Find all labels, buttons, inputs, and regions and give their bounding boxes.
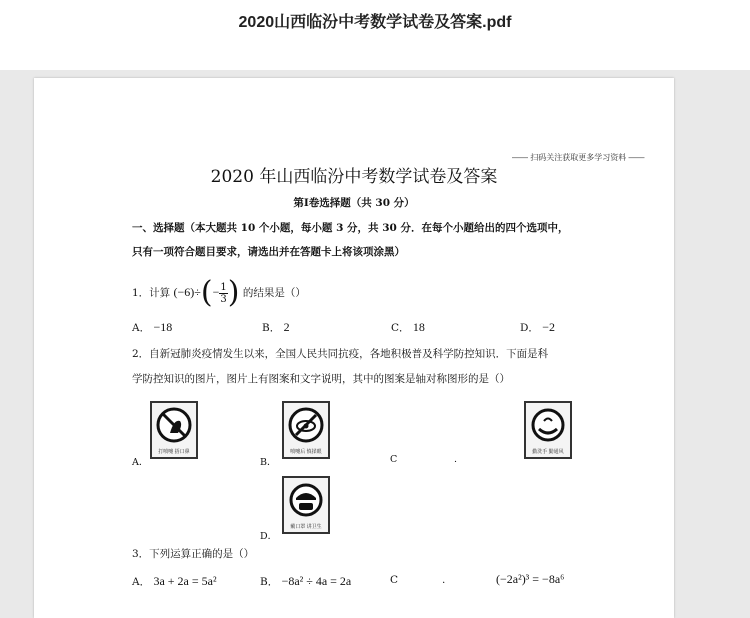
q3-stem: 3．下列运算正确的是（） [132,548,255,560]
q1-right-paren: ) [227,275,240,310]
q2-caption-a: 打喷嚏 捂口鼻 [158,449,190,455]
q2-label-d: D． [260,531,278,542]
hand-wash-icon [530,407,566,443]
q1-option-d: D． −2 [520,320,556,334]
no-eye-rub-icon [288,407,324,443]
q2-stem-line1: 2．自新冠肺炎疫情发生以来，全国人民共同抗疫，各地积极普及科学防控知识．下面是科 [132,348,549,360]
q3-option-d-expression: (−2a²)³ = −8a⁶ [496,572,565,586]
exam-subtitle: 第Ⅰ卷选择题（共 30 分） [293,197,415,209]
q2-caption-c: 勤洗手 勤通风 [532,449,564,455]
document-title: 2020山西临汾中考数学试卷及答案.pdf [238,14,512,31]
q1-expression-left: (−6)÷ [173,285,201,299]
face-mask-icon [288,482,324,518]
q3-option-a: A． 3a + 2a = 5a² [132,574,217,588]
q2-image-d [282,476,330,534]
q1-option-b: B． 2 [262,320,290,334]
q3-option-c-dot: . [442,574,446,586]
q1-numerator: 1 [220,281,227,293]
pdf-page [34,78,674,618]
q1-denominator: 3 [220,293,227,305]
q1-left-paren: ( [200,275,213,310]
section-instructions-line2: 只有一项符合题目要求，请选出并在答题卡上将该项涂黑） [132,246,405,258]
q1-suffix: 的结果是（） [242,287,306,299]
exam-title: 2020 年山西临汾中考数学试卷及答案 [210,167,498,187]
q2-label-c: C [390,454,398,465]
q1-minus: − [212,285,220,299]
q2-image-a [150,401,198,459]
q1-fraction [219,282,227,305]
sneeze-cover-icon [156,407,192,443]
q2-caption-b: 喷嚏后 慎揉眼 [290,449,322,455]
q3-option-c-label: C [390,574,399,586]
q2-label-a: A． [132,457,149,468]
q2-image-c [524,401,572,459]
q1-option-c: C． 18 [391,320,425,334]
q2-label-b: B． [260,457,277,468]
q3-option-b: B． −8a² ÷ 4a = 2a [260,574,352,588]
section-instructions-line1: 一、选择题（本大题共 10 个小题，每小题 3 分，共 30 分．在每个小题给出的四个选项中， [132,222,569,234]
q2-stem-line2: 学防控知识的图片，图片上有图案和文字说明，其中的图案是轴对称图形的是（） [132,373,510,385]
viewer-header [0,0,750,70]
q2-image-b [282,401,330,459]
q2-label-c-dot: . [454,454,458,465]
q2-caption-d: 戴口罩 讲卫生 [290,524,322,530]
qr-promo-note: —— 扫码关注获取更多学习资料 —— [512,153,645,162]
q1-option-a: A． −18 [132,320,173,334]
q1-prefix: 1．计算 [132,287,171,299]
question-1 [132,272,306,312]
